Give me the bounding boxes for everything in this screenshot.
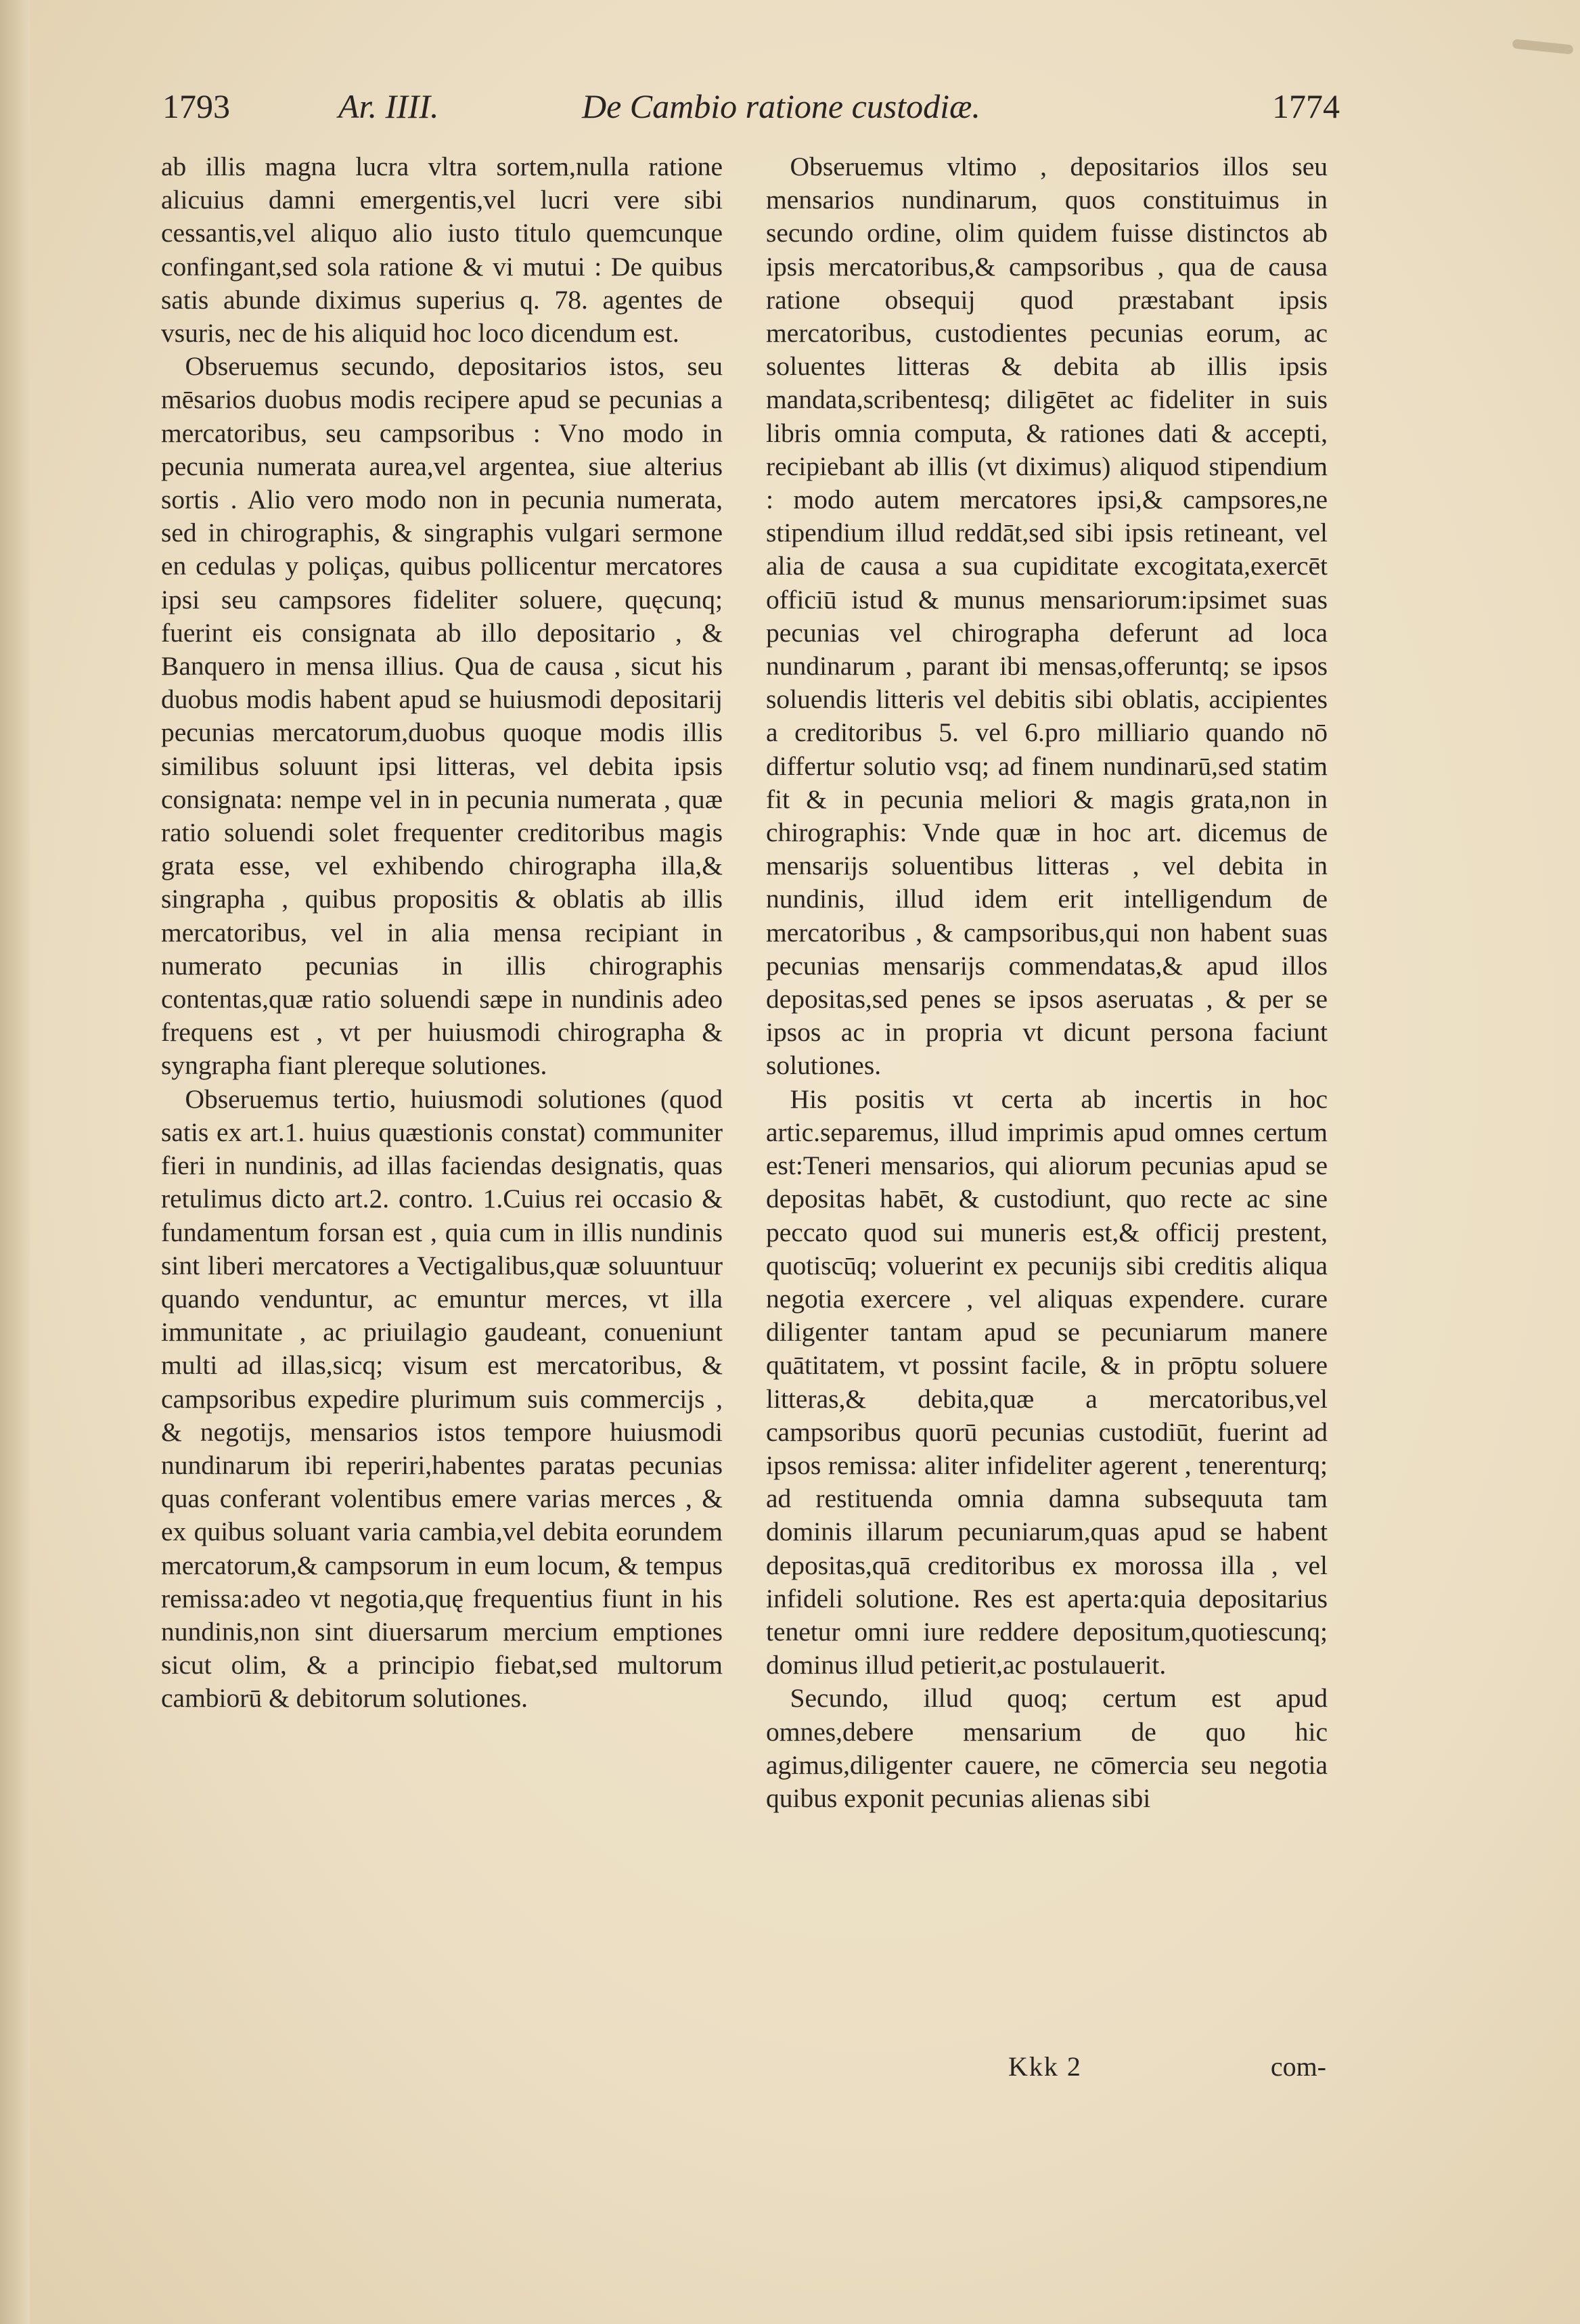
paragraph: His positis vt certa ab incertis in hoc artic.separemus, illud imprimis apud omnes certum est:Teneri mensarios, qui aliorum pecunias apud se depositas habēt, & custodiunt, quo recte ac sine peccato quod sui muneris est,& officij prestent, quotiscūq; voluerint ex pecunijs sibi creditis aliqua negotia exercere , vel aliquas expendere. curare diligenter tantam apud se pecuniarum manere quātitatem, vt possint facile, & in prōptu soluere litteras,& debita,quæ a mercatoribus,vel campsoribus quorū pecunias custodiūt, fuerint ad ipsos remissa: aliter infideliter agerent , tenerenturq; ad restituenda omnia damna subsequuta tam dominis illarum pecuniarum,quas apud se habent depositas,quā creditoribus ex morossa illa , vel infideli solutione. Res est aperta:quia depositarius tenetur omni iure reddere depositum,quotiescunq; dominus illud petierit,ac postulauerit. [766,1083,1328,1680]
signature-mark: Kkk 2 [1008,2051,1082,2082]
article-label: Ar. IIII. [338,87,439,125]
catchword: com- [1270,2051,1326,2082]
paragraph: Obseruemus tertio, huiusmodi solutiones (quod satis ex art.1. huius quæstionis constat) communiter fieri in nundinis, ad illas faciendas designatis, quas retulimus dicto art.2. contro. 1.Cuius rei occasio & fundamentum forsan est , quia cum in illis nundinis sint liberi mercatores a Vectigalibus,quæ soluuntuur quando venduntur, ac emuntur merces, vt illa immunitate , ac priuilagio gaudeant, conueniunt multi ad illas,sicq; visum est mercatoribus, & campsoribus expedire plurimum suis commercijs , & negotijs, mensarios istos tempore huiusmodi nundinarum ibi reperiri,habentes paratas pecunias quas conferant volentibus emere varias merces , & ex quibus soluant varia cambia,vel debita eorundem mercatorum,& campsorum in eum locum, & tempus remissa:adeo vt negotia,quę frequentius fiunt in his nundinis,non sint diuersarum mercium emptiones sicut olim, & a principio fiebat,sed multorum cambiorū & debitorum solutiones. [161,1083,723,1714]
binding-gutter [0,0,30,2324]
ink-mark [1512,39,1574,54]
paragraph: Obseruemus vltimo , depositarios illos seu mensarios nundinarum, quos constituimus in secundo ordine, olim quidem fuisse distinctos ab ipsis mercatoribus,& campsoribus , qua de causa ratione obsequij quod præstabant ipsis mercatoribus, custodientes pecunias eorum, ac soluentes litteras & debita ab illis ipsis mandata,scribentesq; diligētet ac fideliter in suis libris omnia computa, & rationes dati & accepti, recipiebant ab illis (vt diximus) aliquod stipendium : modo autem mercatores ipsi,& campsores,ne stipendium illud reddāt,sed sibi ipsis retineant, vel alia de causa a sua cupiditate excogitata,exercēt officiū istud & munus mensariorum:ipsimet suas pecunias vel chirographa deferunt ad loca nundinarum , parant ibi mensas,offeruntq; se ipsos soluendis litteris vel debitis sibi oblatis, accipientes a creditoribus 5. vel 6.pro milliario quando nō differtur solutio vsq; ad finem nundinarū,sed statim fit & in pecunia meliori & magis grata,non in chirographis: Vnde quæ in hoc art. dicemus de mensarijs soluentibus litteras , vel debita in nundinis, illud idem erit intelligendum de mercatoribus , & campsoribus,qui non habent suas pecunias mensarijs commendatas,& apud illos depositas,sed penes se ipsos aseruatas , & per se ipsos ac in propria vt dicunt persona faciunt solutiones. [766,152,1328,1081]
running-header [162,87,1340,141]
page-footer [1008,2051,1326,2091]
left-column [161,150,723,1716]
running-title: De Cambio ratione custodiæ. [582,87,980,125]
paragraph: ab illis magna lucra vltra sortem,nulla ratione alicuius damni emergentis,vel lucri vere sibi cessantis,vel aliquo alio iusto titulo quemcunque confingant,sed sola ratione & vi mutui : De quibus satis abunde diximus superius q. 78. agentes de vsuris, nec de his aliquid hoc loco dicendum est. [161,152,723,349]
paragraph: Obseruemus secundo, depositarios istos, seu mēsarios duobus modis recipere apud se pecunias a mercatoribus, seu campsoribus : Vno modo in pecunia numerata aurea,vel argentea, siue alterius sortis . Alio vero modo non in pecunia numerata, sed in chirographis, & singraphis vulgari sermone en cedulas y poliças, quibus pollicentur mercatores ipsi seu campsores fideliter soluere, quęcunq; fuerint eis consignata ab illo depositario , & Banquero in mensa illius. Qua de causa , sicut his duobus modis habent apud se huiusmodi depositarij pecunias mercatorum,duobus quoque modis illis similibus soluunt ipsi litteras, vel debita ipsis consignata: nempe vel in in pecunia numerata , quæ ratio soluendi solet frequenter creditoribus magis grata esse, vel exhibendo chirographa illa,& singrapha , quibus propositis & oblatis ab illis mercatoribus, vel in alia mensa recipiant in numerato pecunias in illis chirographis contentas,quæ ratio soluendi sæpe in nundinis adeo frequens est , vt per huiusmodi chirographa & syngrapha fiant plereque solutiones. [161,351,723,1081]
page-number-left: 1793 [162,87,230,125]
right-column [766,150,1328,1815]
paragraph: Secundo, illud quoq; certum est apud omnes,debere mensarium de quo hic agimus,diligenter cauere, ne cōmercia seu negotia quibus exponit pecunias alienas sibi [766,1683,1328,1813]
page-number-right: 1774 [1272,87,1340,125]
